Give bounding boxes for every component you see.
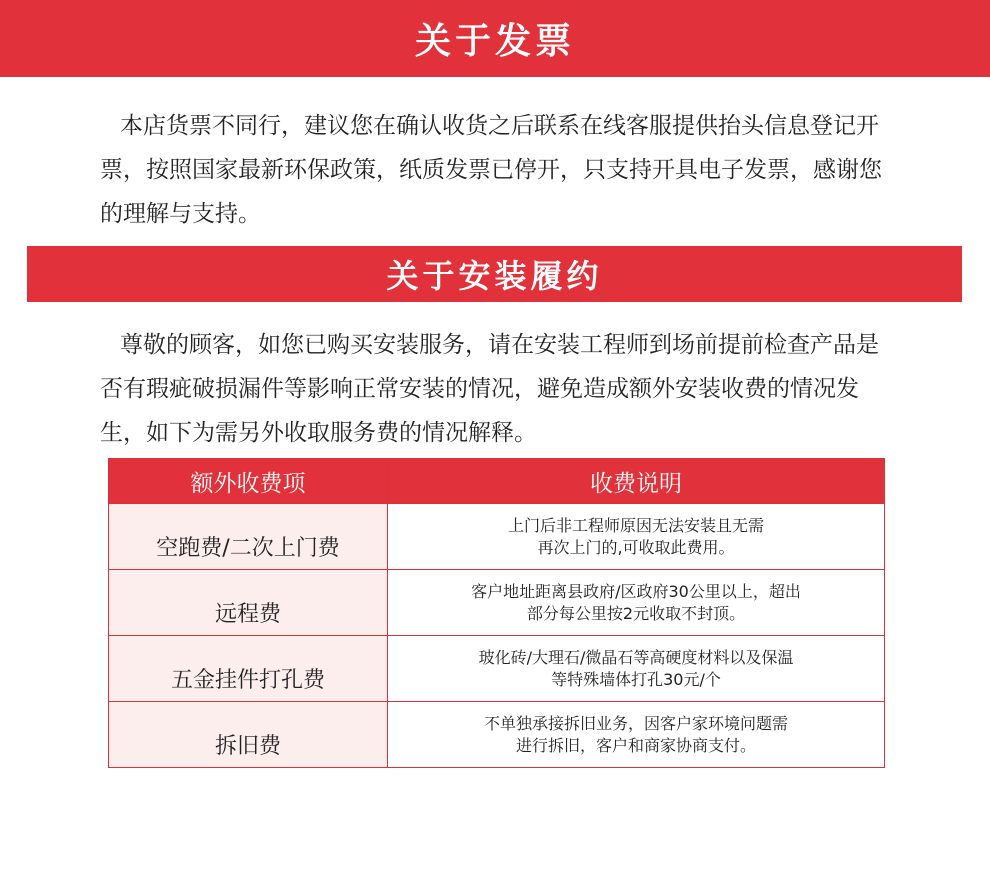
extra-fee-table <box>108 458 885 768</box>
fee-description-line: 进行拆旧，客户和商家协商支付。 <box>515 735 756 755</box>
invoice-notice-text: 本店货票不同行，建议您在确认收货之后联系在线客服提供抬头信息登记开票，按照国家最新环保政策，纸质发票已停开，只支持开具电子发票，感谢您的理解与支持。 <box>100 113 882 227</box>
fee-description-line: 不单独承接拆旧业务，因客户家环境问题需 <box>483 713 788 733</box>
table-header-row <box>109 459 885 504</box>
header-fee-description: 收费说明 <box>388 459 885 504</box>
table-row <box>109 570 885 636</box>
fee-item-cell: 拆旧费 <box>109 702 388 768</box>
table-row <box>109 636 885 702</box>
fee-description-line: 部分每公里按2元收取不封顶。 <box>526 603 746 623</box>
fee-description-line: 玻化砖/大理石/微晶石等高硬度材料以及保温 <box>478 647 794 667</box>
fee-description-line: 再次上门的,可收取此费用。 <box>537 537 735 557</box>
fee-description-line: 上门后非工程师原因无法安装且无需 <box>507 515 764 535</box>
fee-description-cell <box>388 636 885 702</box>
installation-section-title: 关于安装履约 <box>27 246 962 302</box>
fee-item-cell: 远程费 <box>109 570 388 636</box>
fee-item-cell: 五金挂件打孔费 <box>109 636 388 702</box>
fee-description-cell <box>388 504 885 570</box>
table-row <box>109 504 885 570</box>
fee-description-cell <box>388 702 885 768</box>
fee-description-line: 等特殊墙体打孔30元/个 <box>551 669 721 689</box>
header-fee-item: 额外收费项 <box>109 459 388 504</box>
invoice-section-title: 关于发票 <box>0 0 990 77</box>
installation-notice-text: 尊敬的顾客，如您已购买安装服务，请在安装工程师到场前提前检查产品是否有瑕疵破损漏件等影响正常安装的情况，避免造成额外安装收费的情况发生，如下为需另外收取服务费的情况解释。 <box>100 332 879 446</box>
fee-description-cell <box>388 570 885 636</box>
fee-item-cell: 空跑费/二次上门费 <box>109 504 388 570</box>
fee-description-line: 客户地址距离县政府/区政府30公里以上，超出 <box>471 581 801 601</box>
table-row <box>109 702 885 768</box>
